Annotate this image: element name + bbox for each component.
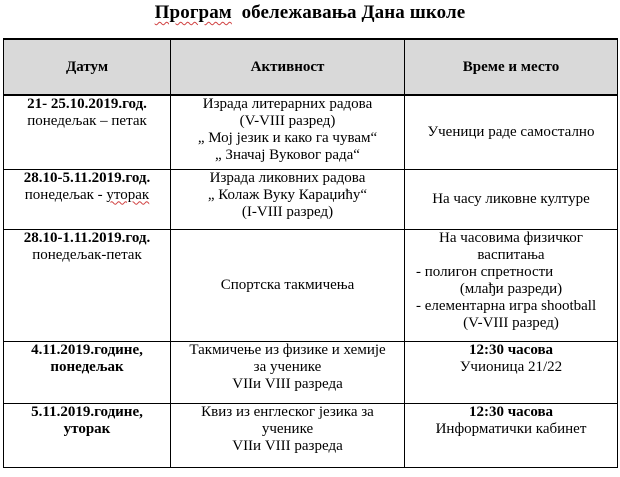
weekday-start: понедељак - [24, 186, 107, 203]
activity-line: „ Значај Вуковог рада“ [215, 147, 360, 163]
activity-cell [171, 341, 405, 403]
place-line: Учионица 21/22 [459, 358, 563, 375]
place-line: На часу ликовне културе [432, 190, 590, 207]
weekday-range: понедељак – петак [27, 113, 147, 129]
place-cell [405, 169, 618, 229]
place-cell [405, 403, 618, 467]
date-range: 4.11.2019.године, [31, 341, 143, 358]
table-row [4, 229, 618, 341]
activity-line: ученике [261, 420, 314, 437]
date-cell [4, 229, 171, 341]
title-part-2: обележавања Дана школе [241, 2, 466, 23]
place-line: (V-VIII разред) [463, 314, 559, 331]
activity-line: „ Мој језик и како га чувам“ [197, 130, 378, 146]
place-bullet: - полигон спретности [416, 263, 554, 280]
title-part-1: Програм [154, 2, 232, 23]
activity-cell [171, 169, 405, 229]
table-row [4, 341, 618, 403]
table-header-row [4, 39, 618, 95]
place-bullet: - елементарна игра shootball [416, 297, 597, 314]
header-activity: Активност [171, 39, 405, 95]
activity-line: (I-VIII разред) [241, 203, 334, 220]
weekday-range: понедељак [50, 358, 124, 375]
date-cell [4, 95, 171, 169]
place-time: 12:30 часова [468, 403, 554, 420]
date-cell [4, 341, 171, 403]
activity-line: Квиз из енглеског језика за [201, 403, 374, 420]
table-row [4, 95, 618, 169]
activity-line: „ Колаж Вуку Караџићу“ [207, 186, 368, 203]
place-line: На часовима физичког [439, 229, 583, 246]
activity-line: VIIи VIII разреда [232, 437, 343, 454]
date-range: 28.10-1.11.2019.год. [23, 229, 151, 246]
activity-cell [171, 229, 405, 341]
place-line: (млађи разреди) [459, 280, 563, 297]
activity-line: VIIи VIII разреда [232, 375, 343, 392]
table-row [4, 169, 618, 229]
weekday-range: уторак [63, 420, 111, 437]
activity-line: Спортска такмичења [220, 276, 355, 293]
header-time-place: Време и место [405, 39, 618, 95]
header-date: Датум [4, 39, 171, 95]
program-table [3, 38, 618, 468]
weekday-range: понедељак-петак [32, 246, 142, 263]
date-range: 28.10-5.11.2019.год. [23, 169, 151, 186]
activity-line: за ученике [253, 358, 322, 375]
date-range: 5.11.2019.године, [31, 403, 143, 420]
place-line: Информатички кабинет [435, 420, 587, 437]
weekday-range [7, 187, 167, 204]
place-time: 12:30 часова [468, 341, 554, 358]
place-cell [405, 229, 618, 341]
activity-line: Израда литерарних радова [202, 96, 373, 112]
date-cell [4, 169, 171, 229]
place-line: Ученици раде самостално [427, 123, 595, 140]
date-range: 21- 25.10.2019.год. [27, 96, 147, 112]
activity-line: Израда ликовних радова [209, 169, 366, 186]
activity-line: (V-VIII разред) [239, 113, 336, 129]
page-title [0, 2, 620, 24]
place-cell [405, 95, 618, 169]
activity-cell [171, 403, 405, 467]
activity-cell [171, 95, 405, 169]
date-cell [4, 403, 171, 467]
place-cell [405, 341, 618, 403]
table-row [4, 403, 618, 467]
weekday-end: уторак [106, 186, 150, 203]
place-line: васпитања [477, 246, 545, 263]
activity-line: Такмичење из физике и хемије [189, 341, 386, 358]
